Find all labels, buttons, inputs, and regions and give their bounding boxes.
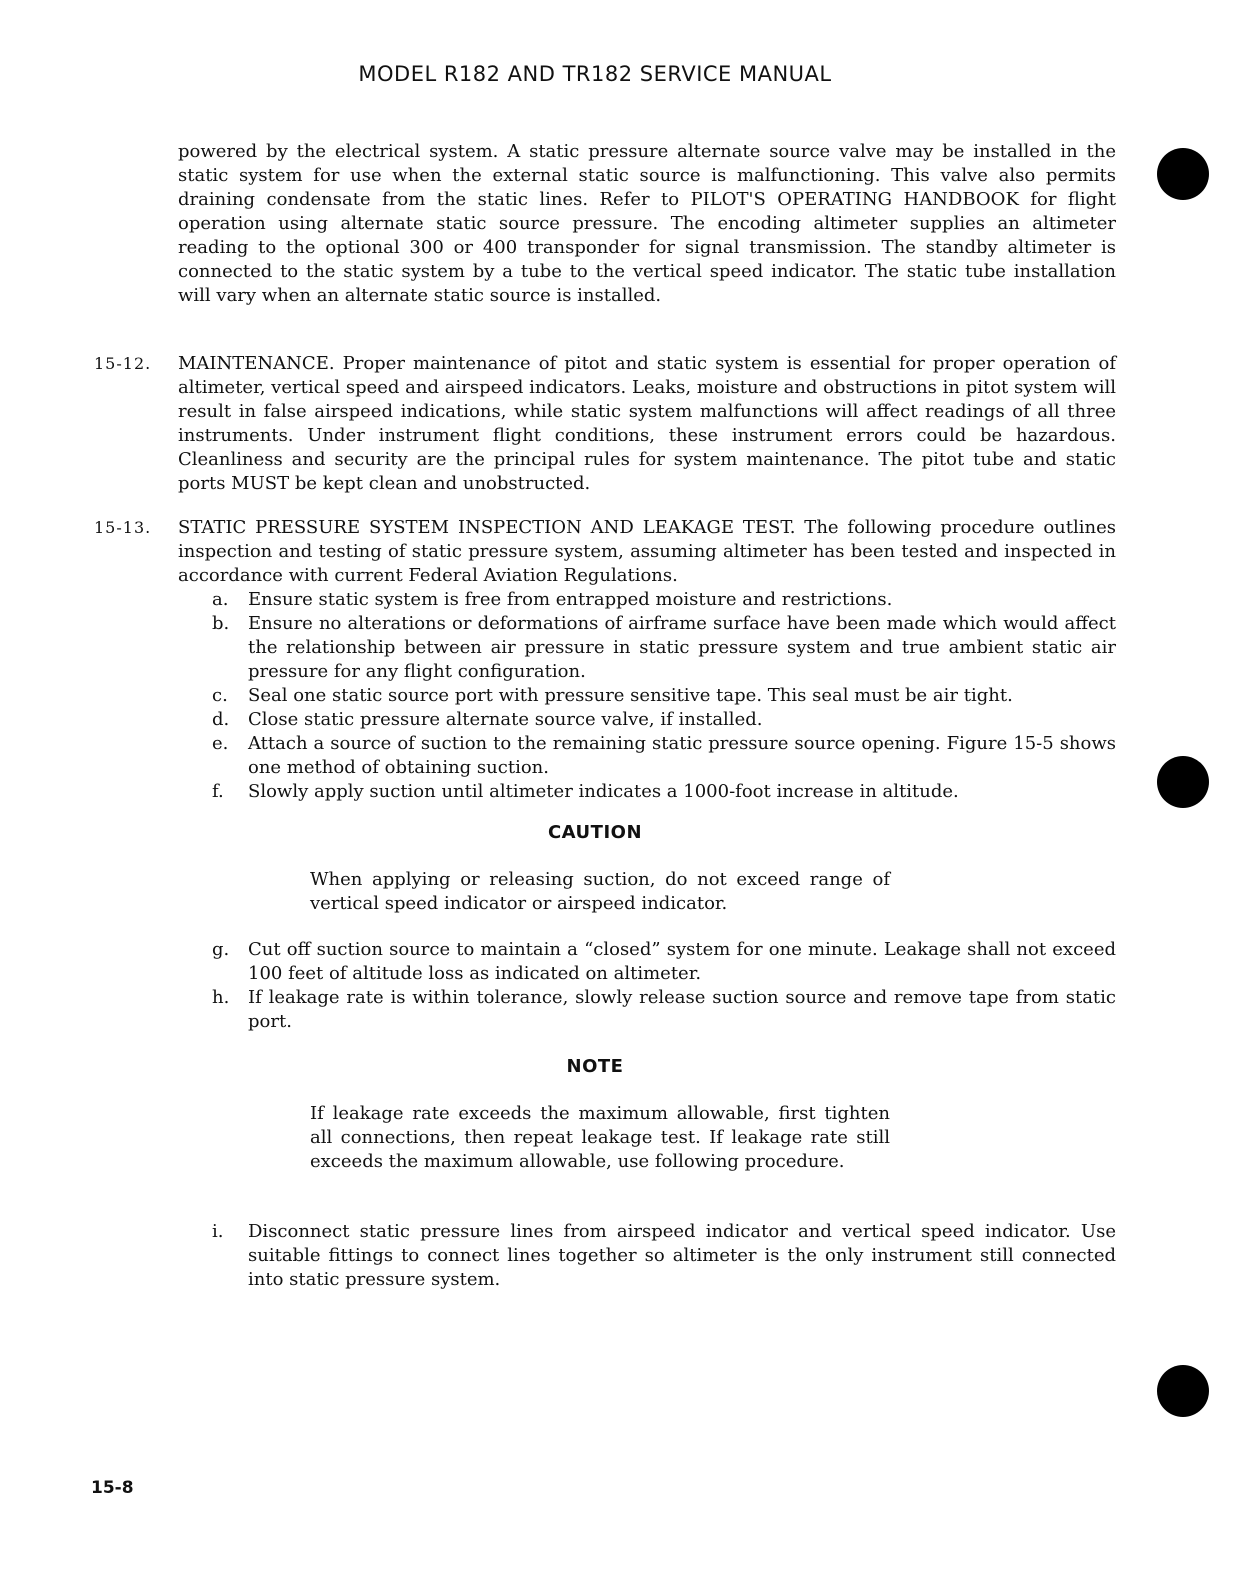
procedure-step [212, 588, 1116, 612]
step-letter: b. [212, 613, 230, 634]
procedure-step [212, 612, 1116, 684]
page-header-title: MODEL R182 AND TR182 SERVICE MANUAL [358, 62, 832, 86]
note-text: If leakage rate exceeds the maximum allowable, first tighten all connections, then repeat leakage test. If leakage rate still exceeds the maximum allowable, use following procedure. [310, 1103, 890, 1172]
step-letter: g. [212, 939, 230, 960]
procedure-step [212, 1220, 1116, 1292]
step-letter: d. [212, 709, 230, 730]
procedure-steps-i [212, 1220, 1116, 1292]
section-15-13-text: STATIC PRESSURE SYSTEM INSPECTION AND LEAKAGE TEST. The following procedure outlines inspection and testing of static pressure system, assuming altimeter has been tested and inspected in accordance with current Federal Aviation Regulations. [178, 517, 1116, 586]
step-text: Ensure static system is free from entrapped moisture and restrictions. [248, 589, 893, 610]
step-letter: a. [212, 589, 229, 610]
procedure-step [212, 732, 1116, 780]
section-15-13-number: 15-13. [94, 518, 152, 537]
binder-hole-top [1157, 148, 1209, 200]
binder-hole-bottom [1157, 1365, 1209, 1417]
procedure-step [212, 780, 1116, 804]
step-letter: f. [212, 781, 224, 802]
step-text: Disconnect static pressure lines from airspeed indicator and vertical speed indicator. Use suitable fittings to connect lines together so altimeter is the only instrument still connected into static pressure system. [248, 1221, 1116, 1290]
intro-paragraph: powered by the electrical system. A static pressure alternate source valve may be installed in the static system for use when the external static source is malfunctioning. This valve also permits draining condensate from the static lines. Refer to PILOT'S OPERATING HANDBOOK for flight operation using alternate static source pressure. The encoding altimeter supplies an altimeter reading to the optional 300 or 400 transponder for signal transmission. The standby altimeter is connected to the static system by a tube to the vertical speed indicator. The static tube installation will vary when an alternate static source is installed. [178, 141, 1116, 306]
step-letter: h. [212, 987, 230, 1008]
procedure-step [212, 708, 1116, 732]
binder-hole-middle [1157, 756, 1209, 808]
section-15-12-number: 15-12. [94, 354, 152, 373]
procedure-step [212, 684, 1116, 708]
caution-text: When applying or releasing suction, do not exceed range of vertical speed indicator or airspeed indicator. [310, 869, 890, 914]
step-text: Attach a source of suction to the remaining static pressure source opening. Figure 15-5 shows one method of obtaining suction. [248, 733, 1116, 778]
page-number: 15-8 [91, 1478, 134, 1498]
procedure-step [212, 986, 1116, 1034]
procedure-steps-a-f [212, 588, 1116, 804]
procedure-step [212, 938, 1116, 986]
step-text: Cut off suction source to maintain a “closed” system for one minute. Leakage shall not exceed 100 feet of altitude loss as indicated on altimeter. [248, 939, 1116, 984]
step-text: If leakage rate is within tolerance, slowly release suction source and remove tape from static port. [248, 987, 1116, 1032]
note-title: NOTE [566, 1056, 624, 1077]
step-text: Ensure no alterations or deformations of airframe surface have been made which would affect the relationship between air pressure in static pressure system and true ambient static air pressure for any flight configuration. [248, 613, 1116, 682]
procedure-steps-g-h [212, 938, 1116, 1034]
step-text: Seal one static source port with pressure sensitive tape. This seal must be air tight. [248, 685, 1013, 706]
step-letter: i. [212, 1221, 224, 1242]
step-letter: e. [212, 733, 229, 754]
caution-title: CAUTION [547, 822, 643, 843]
step-text: Slowly apply suction until altimeter indicates a 1000-foot increase in altitude. [248, 781, 959, 802]
section-15-12-text: MAINTENANCE. Proper maintenance of pitot and static system is essential for proper operation of altimeter, vertical speed and airspeed indicators. Leaks, moisture and obstructions in pitot system will result in false airspeed indications, while static system malfunctions will affect readings of all three instruments. Under instrument flight conditions, these instrument errors could be hazardous. Cleanliness and security are the principal rules for system maintenance. The pitot tube and static ports MUST be kept clean and unobstructed. [178, 353, 1116, 494]
step-text: Close static pressure alternate source valve, if installed. [248, 709, 763, 730]
step-letter: c. [212, 685, 228, 706]
